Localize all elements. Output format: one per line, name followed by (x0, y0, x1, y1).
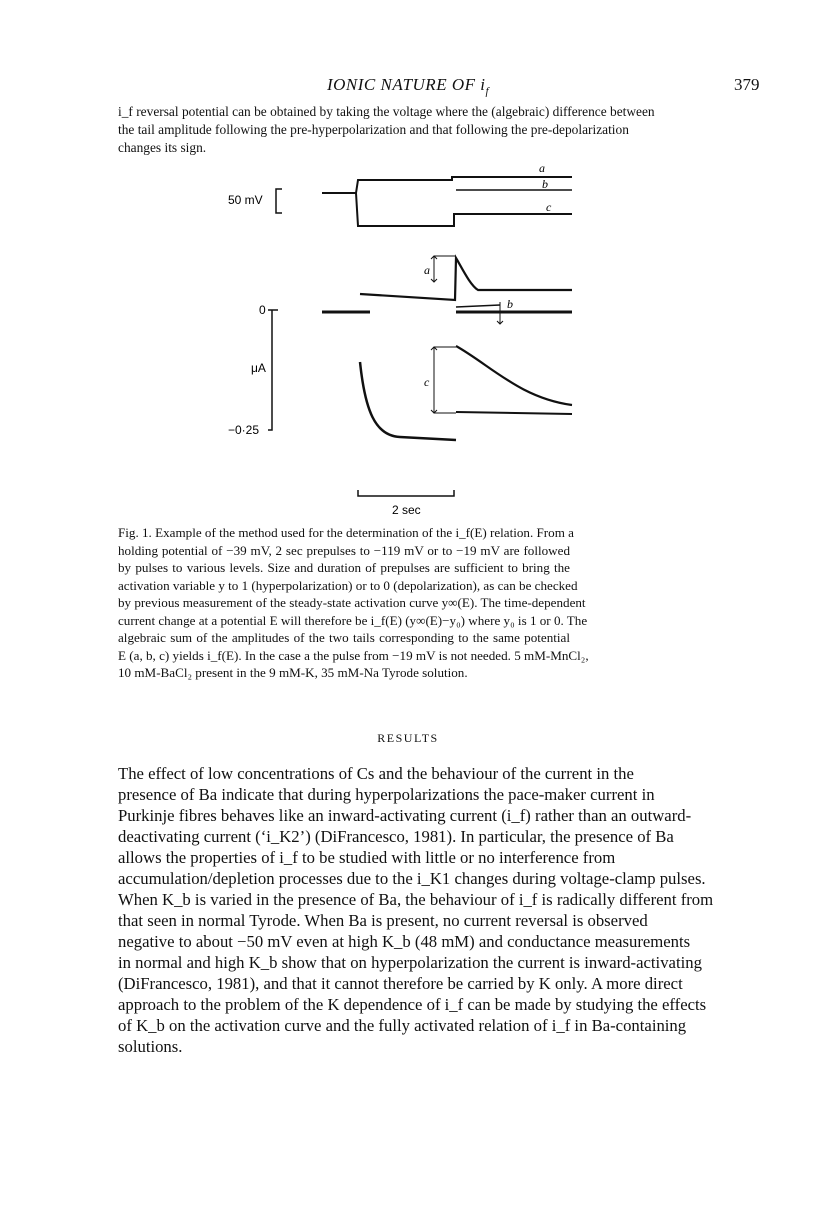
trace-label-c: c (546, 200, 552, 214)
trace-label-a: a (539, 161, 545, 175)
caption-line: by pulses to various levels. Size and duration of prepulses are sufficient to bring the (118, 560, 570, 575)
current-zero-label: 0 (259, 303, 266, 317)
caption-line: activation variable y to 1 (hyperpolarization) or to 0 (depolarization), as can be checked (118, 577, 578, 593)
body-line: solutions. (118, 1037, 183, 1056)
body-line: The effect of low concentrations of Cs and the behaviour of the current in the (118, 764, 634, 783)
voltage-scale-bar (276, 189, 282, 213)
caption-line: E (a, b, c) yields i_f(E). In the case a the pulse from −19 mV is not needed. 5 mM-MnCl₂, (118, 647, 589, 663)
figure-caption (118, 524, 589, 682)
current-axis (268, 310, 278, 430)
amplitude-arrow-c (431, 347, 456, 413)
caption-line: algebraic sum of the amplitudes of the two tails corresponding to the same potential (118, 630, 570, 645)
amplitude-arrow-a (431, 256, 456, 282)
intro-line: changes its sign. (118, 140, 207, 155)
body-line: (DiFrancesco, 1981), and that it cannot therefore be carried by K only. A more direct (118, 974, 683, 993)
body-line: allows the properties of i_f to be studied with little or no interference from (118, 848, 616, 867)
caption-line: current change at a potential E will therefore be i_f(E) (y∞(E)−y₀) where y₀ is 1 or 0. The (118, 612, 588, 628)
time-scale-label: 2 sec (392, 503, 421, 517)
current-label-b: b (507, 297, 513, 311)
running-header-text: IONIC NATURE OF i (326, 75, 486, 94)
caption-line: by previous measurement of the steady-state activation curve y∞(E). The time-dependent (118, 595, 586, 610)
current-min-label: −0·25 (228, 423, 260, 437)
page-number: 379 (734, 75, 760, 94)
body-paragraph (118, 763, 714, 1057)
body-line: deactivating current (‘i_K2’) (DiFrancesco, 1981). In particular, the presence of Ba (118, 827, 674, 846)
voltage-scale-label: 50 mV (228, 193, 263, 207)
current-label-a: a (424, 263, 430, 277)
current-trace-c-baseline (456, 412, 572, 414)
body-line: presence of Ba indicate that during hyperpolarizations the pace-maker current in (118, 785, 655, 804)
current-trace-c (360, 362, 456, 440)
caption-line: Fig. 1. Example of the method used for the determination of the i_f(E) relation. From a (118, 525, 574, 540)
current-trace-a (360, 258, 572, 300)
body-line: When K_b is varied in the presence of Ba, the behaviour of i_f is radically different from (118, 890, 714, 909)
section-heading: RESULTS (377, 731, 439, 745)
body-line: negative to about −50 mV even at high K_b (48 mM) and conductance measurements (118, 932, 691, 951)
body-line: Purkinje fibres behaves like an inward-activating current (i_f) rather than an outward- (118, 806, 692, 825)
intro-line: the tail amplitude following the pre-hyperpolarization and that following the pre-depolarization (118, 122, 629, 137)
body-line: accumulation/depletion processes due to the i_K1 changes during voltage-clamp pulses. (118, 869, 706, 888)
intro-line: i_f reversal potential can be obtained by taking the voltage where the (algebraic) difference between (118, 104, 655, 119)
current-label-c: c (424, 375, 430, 389)
body-line: in normal and high K_b show that on hyperpolarization the current is inward-activating (118, 953, 702, 972)
body-line: approach to the problem of the K dependence of i_f can be made by studying the effects (118, 995, 707, 1014)
current-trace-b-upper (456, 305, 500, 307)
current-unit-label: μA (251, 361, 266, 375)
voltage-trace-hyperpolarizing (356, 193, 572, 226)
trace-label-b: b (542, 177, 548, 191)
time-scale-bar (358, 490, 454, 496)
current-trace-c-tail (456, 346, 572, 405)
body-line: that seen in normal Tyrode. When Ba is present, no current reversal is observed (118, 911, 648, 930)
body-line: of K_b on the activation curve and the fully activated relation of i_f in Ba-containing (118, 1016, 687, 1035)
caption-line: holding potential of −39 mV, 2 sec prepulses to −119 mV or to −19 mV are followed (118, 542, 570, 558)
running-header-subscript: f (485, 85, 490, 98)
figure-1 (0, 0, 816, 524)
caption-line: 10 mM-BaCl₂ present in the 9 mM-K, 35 mM-Na Tyrode solution. (118, 665, 468, 680)
